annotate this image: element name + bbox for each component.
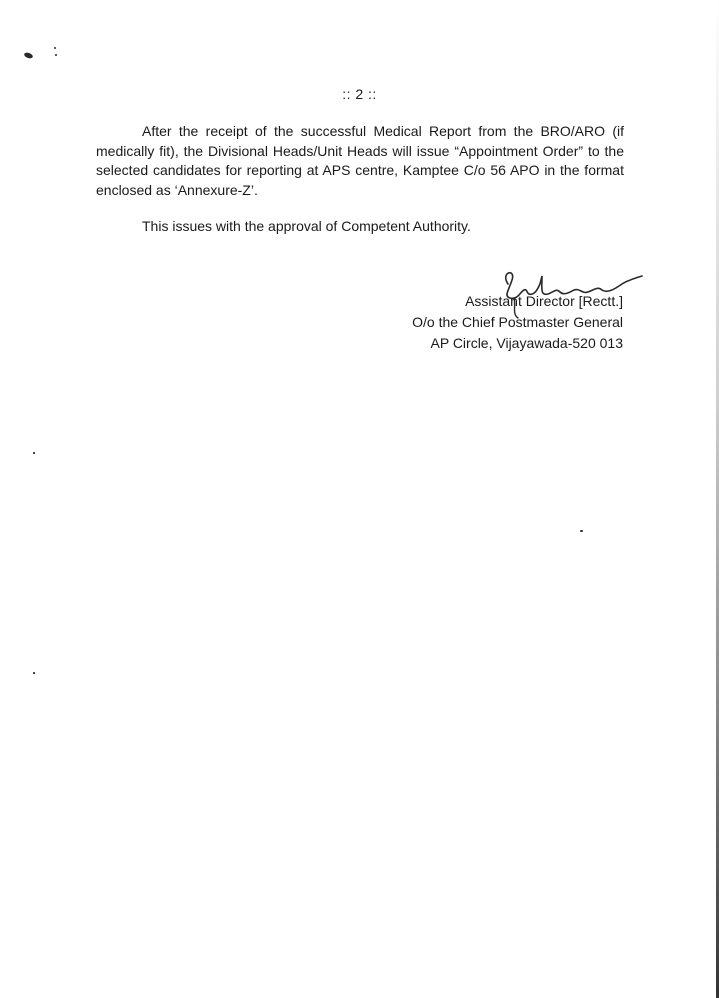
- scan-speck: [54, 47, 56, 49]
- signatory-designation: Assistant Director [Rectt.]: [465, 293, 623, 309]
- scan-speck: [580, 530, 583, 532]
- scan-speck: [33, 672, 35, 674]
- body-paragraph-appointment: After the receipt of the successful Medical Report from the BRO/ARO (if medically fit), the Divisional Heads/Unit Heads will issue “Appointment Order” to the selected candidates for reporting at APS centre, Kamptee C/o 56 APO in the format enclosed as ‘Annexure-Z’.: [96, 123, 624, 198]
- scan-speck: [23, 52, 33, 60]
- body-paragraph-approval: This issues with the approval of Competent Authority.: [142, 218, 471, 234]
- page-number: :: 2 ::: [342, 86, 377, 102]
- signatory-block: [412, 291, 623, 354]
- scan-speck: [55, 54, 57, 56]
- scan-speck: [33, 452, 35, 454]
- signatory-office: O/o the Chief Postmaster General: [412, 314, 623, 330]
- signatory-location: AP Circle, Vijayawada-520 013: [430, 335, 623, 351]
